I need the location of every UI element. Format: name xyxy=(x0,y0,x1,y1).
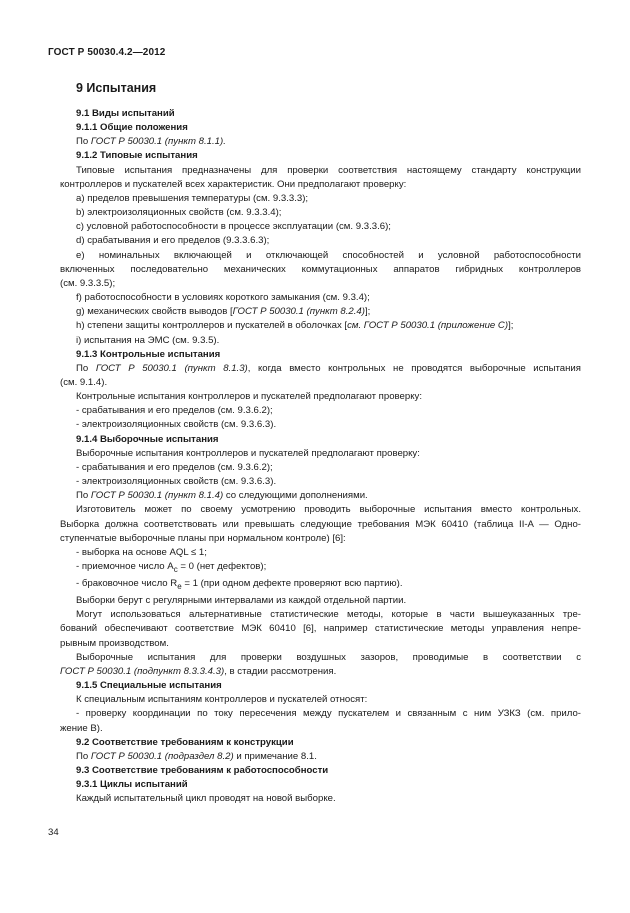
list-item-h: h) степени защиты контроллеров и пускателей в оболочках [см. ГОСТ Р 50030.1 (приложение С)]; xyxy=(76,320,514,332)
list-item: - электроизоляционных свойств (см. 9.3.6.3). xyxy=(76,476,277,488)
paragraph-9-1-4-f-line-1: Выборочные испытания для проверки воздушных зазоров, проводимые в соответствии с xyxy=(76,651,581,663)
heading-9-1-2: 9.1.2 Типовые испытания xyxy=(76,150,198,162)
list-item-rejection-number: - браковочное число $R_e = 1$ (при одном дефекте проверяют всю партию). xyxy=(76,578,403,591)
heading-9-1: 9.1 Виды испытаний xyxy=(76,108,175,119)
heading-9-3: 9.3 Соответствие требованиям к работоспособности xyxy=(76,765,329,776)
paragraph-9-1-4-c-line-2: Выборка должна соответствовать или превышать следующие требования МЭК 60410 (таблица II-A — Одно- xyxy=(60,518,581,530)
paragraph-9-1-2-line-2: контроллеров и пускателей всех характеристик. Они предполагают проверку: xyxy=(60,178,407,190)
list-item-c: c) условной работоспособности в процессе эксплуатации (см. 9.3.3.6); xyxy=(76,221,391,233)
paragraph-9-1-4-e-line-1: Могут использоваться альтернативные статистические методы, которые в части вышеуказанных тре- xyxy=(76,609,581,621)
paragraph-9-1-5-a: К специальным испытаниям контроллеров и пускателей относят: xyxy=(76,694,368,706)
paragraph-9-1-1: По ГОСТ Р 50030.1 (пункт 8.1.1). xyxy=(76,136,226,148)
list-item-d: d) срабатывания и его пределов (9.3.3.6.3); xyxy=(76,235,270,247)
paragraph-9-1-3-line-2: (см. 9.1.4). xyxy=(60,376,108,388)
heading-9-2: 9.2 Соответствие требованиям к конструкции xyxy=(76,736,294,748)
heading-9-1-3: 9.1.3 Контрольные испытания xyxy=(76,348,221,360)
list-item: - срабатывания и его пределов (см. 9.3.6.2); xyxy=(76,405,273,417)
list-item-b: b) электроизоляционных свойств (см. 9.3.3.4); xyxy=(76,207,282,219)
doc-header: ГОСТ Р 50030.4.2—2012 xyxy=(48,47,166,58)
paragraph-9-1-4-a: Выборочные испытания контроллеров и пускателей предполагают проверку: xyxy=(76,447,420,459)
heading-9-3-1: 9.3.1 Циклы испытаний xyxy=(76,779,188,791)
paragraph-9-1-4-d: Выборки берут с регулярными интервалами из каждой отдельной партии. xyxy=(76,595,407,607)
list-item-a: a) пределов превышения температуры (см. 9.3.3.3); xyxy=(76,192,309,204)
paragraph-9-1-5-b-line-1: - проверку координации по току пересечения между пускателем и связанным с ним УЗКЗ (см. прило- xyxy=(76,708,581,720)
paragraph-9-1-4-c-line-3: ступенчатые выборочные планы при нормальном контроле) [6]: xyxy=(60,532,346,544)
list-item-e-line-2: включенных последовательно механических коммутационных аппаратов гибридных контроллеров xyxy=(60,263,581,275)
paragraph-9-2: По ГОСТ Р 50030.1 (подраздел 8.2) и примечание 8.1. xyxy=(76,750,317,762)
heading-9-1-4: 9.1.4 Выборочные испытания xyxy=(76,433,219,445)
paragraph-9-1-4-c-line-1: Изготовитель может по своему усмотрению проводить выборочные испытания вместо контрольных. xyxy=(76,504,581,516)
standard-reference: ГОСТ Р 50030.1 (пункт 8.2.4) xyxy=(232,306,365,318)
paragraph-9-1-3-b: Контрольные испытания контроллеров и пускателей предполагают проверку: xyxy=(76,391,422,403)
standard-reference: ГОСТ Р 50030.1 (пункт 8.1.3) xyxy=(95,362,248,374)
standard-reference: ГОСТ Р 50030.1 (подраздел 8.2) xyxy=(90,750,234,762)
paragraph-9-1-3-line-1: По ГОСТ Р 50030.1 (пункт 8.1.3), когда вместо контрольных не проводятся выборочные испытания xyxy=(76,362,581,374)
list-item: - электроизоляционных свойств (см. 9.3.6.3). xyxy=(76,419,277,431)
list-item: - срабатывания и его пределов (см. 9.3.6.2); xyxy=(76,461,273,473)
heading-9-1-5: 9.1.5 Специальные испытания xyxy=(76,680,222,692)
paragraph-9-1-4-e-line-3: рывным производством. xyxy=(60,637,169,649)
paragraph-9-1-4-f-line-2: ГОСТ Р 50030.1 (подпункт 8.3.3.4.3), в стадии рассмотрения. xyxy=(60,665,337,677)
list-item-e-line-1: e) номинальных включающей и отключающей способностей и условной работоспособности xyxy=(76,249,581,261)
page-number: 34 xyxy=(48,827,59,838)
paragraph-9-1-5-b-line-2: жение В). xyxy=(60,722,103,734)
list-item-f: f) работоспособности в условиях короткого замыкания (см. 9.3.4); xyxy=(76,292,370,304)
section-title: 9 Испытания xyxy=(76,81,157,95)
standard-reference: см. ГОСТ Р 50030.1 (приложение С) xyxy=(347,320,509,332)
standard-reference: ГОСТ Р 50030.1 (подпункт 8.3.3.4.3) xyxy=(60,665,225,677)
paragraph-9-1-4-b: По ГОСТ Р 50030.1 (пункт 8.1.4) со следующими дополнениями. xyxy=(76,490,368,502)
list-item-aql: - выборка на основе AQL ≤ 1; xyxy=(76,546,207,558)
list-item-i: i) испытания на ЭМС (см. 9.3.5). xyxy=(76,334,220,346)
standard-reference: ГОСТ Р 50030.1 (пункт 8.1.1). xyxy=(90,136,226,148)
list-item-g: g) механических свойств выводов [ГОСТ Р 50030.1 (пункт 8.2.4)]; xyxy=(76,306,371,318)
paragraph-9-3-1: Каждый испытательный цикл проводят на новой выборке. xyxy=(76,793,336,805)
list-item-acceptance-number: - приемочное число $A_c = 0$ (нет дефектов); xyxy=(76,561,267,574)
standard-reference: ГОСТ Р 50030.1 (пункт 8.1.4) xyxy=(90,490,224,502)
heading-9-1-1: 9.1.1 Общие положения xyxy=(76,122,188,134)
paragraph-9-1-2-line-1: Типовые испытания предназначены для проверки соответствия настоящему стандарту конструкции xyxy=(76,164,581,176)
document-body xyxy=(60,107,581,806)
paragraph-9-1-4-e-line-2: бований обеспечивают соответствие МЭК 60410 [6], например статистические методы управления непре- xyxy=(60,623,581,635)
list-item-e-line-3: (см. 9.3.3.5); xyxy=(60,277,116,289)
